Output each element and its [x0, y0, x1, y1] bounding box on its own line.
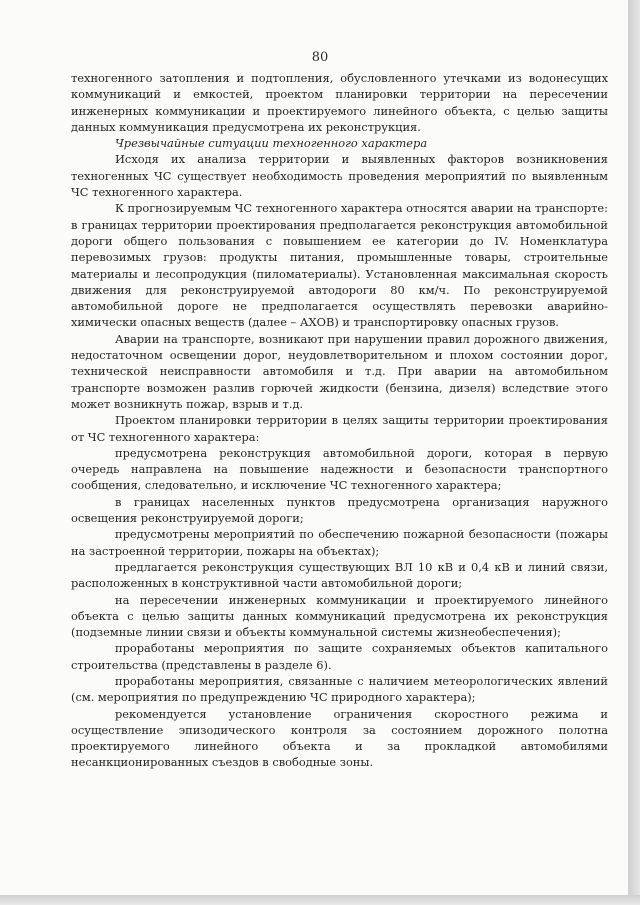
list-item: на пересечении инженерных коммуникации и проектируемого линейного объекта с целью защиты данных коммуникаций предусмотрена их реконструкция (подземные линии связи и объекты коммунальной системы жизнеобеспечения); — [71, 592, 608, 640]
page-edge-right — [628, 0, 640, 905]
page-number: 80 — [311, 50, 329, 65]
list-item: предлагается реконструкция существующих ВЛ 10 кВ и 0,4 кВ и линий связи, расположенных в конструктивной части автомобильной дороги; — [71, 559, 608, 591]
paragraph-accidents: Аварии на транспорте, возникают при нарушении правил дорожного движения, недостаточном освещении дорог, неудовлетворительном и плохом состоянии дорог, технической неисправности автомобиля и т.д. При аварии на автомобильном транспорте возможен разлив горючей жидкости (бензина, дизеля) вследствие этого может возникнуть пожар, взрыв и т.д. — [71, 331, 608, 411]
paragraph-forecast: К прогнозируемым ЧС техногенного характера относятся аварии на транспорте: в границах территории проектирования предполагается реконструкция автомобильной дороги общего пользования с повышением ее категории до IV. Номенклатура перевозимых грузов: продукты питания, промышленные товары, строительные материалы и лесопродукция (пиломатериалы). Установленная максимальная скорость движения для реконструируемой автодороги 80 км/ч. По реконструируемой автомобильной дороге не предполагается осуществлять перевозки аварийно-химически опасных веществ (далее – АХОВ) и транспортировку опасных грузов. — [71, 201, 608, 330]
paragraph-analysis: Исходя их анализа территории и выявленных факторов возникновения техногенных ЧС существует необходимость проведения мероприятий по выявленным ЧС техногенного характера. — [71, 152, 608, 200]
list-item: проработаны мероприятия, связанные с наличием метеорологических явлений (см. мероприятия по предупреждению ЧС природного характера); — [71, 673, 608, 705]
paragraph-measures-intro: Проектом планировки территории в целях защиты территории проектирования от ЧС техногенного характера: — [71, 413, 608, 444]
paragraph-intro-continuation: техногенного затопления и подтопления, обусловленного утечками из водонесущих коммуникаций и емкостей, проектом планировки территории на пересечении инженерных коммуникации и проектируемого линейного объекта, с целью защиты данных коммуникация предусмотрена их реконструкция. — [71, 71, 608, 134]
section-heading: Чрезвычайные ситуации техногенного характера — [115, 136, 428, 151]
page-body — [71, 70, 608, 771]
list-item: проработаны мероприятия по защите сохраняемых объектов капитального строительства (представлены в разделе 6). — [71, 641, 608, 672]
list-item: предусмотрены мероприятий по обеспечению пожарной безопасности (пожары на застроенной территории, пожары на объектах); — [71, 527, 608, 558]
list-item: предусмотрена реконструкция автомобильной дороги, которая в первую очередь направлена на повышение надежности и безопасности транспортного сообщения, следовательно, и исключение ЧС техногенного характера; — [71, 445, 608, 493]
page-edge-bottom — [0, 895, 640, 905]
list-item: в границах населенных пунктов предусмотрена организация наружного освещения реконструируемой дороги; — [71, 494, 608, 526]
list-item: рекомендуется установление ограничения скоростного режима и осуществление эпизодического контроля за состоянием дорожного полотна проектируемого линейного объекта и за прокладкой автомобилями несанкционированных съездов в свободные зоны. — [71, 706, 608, 770]
